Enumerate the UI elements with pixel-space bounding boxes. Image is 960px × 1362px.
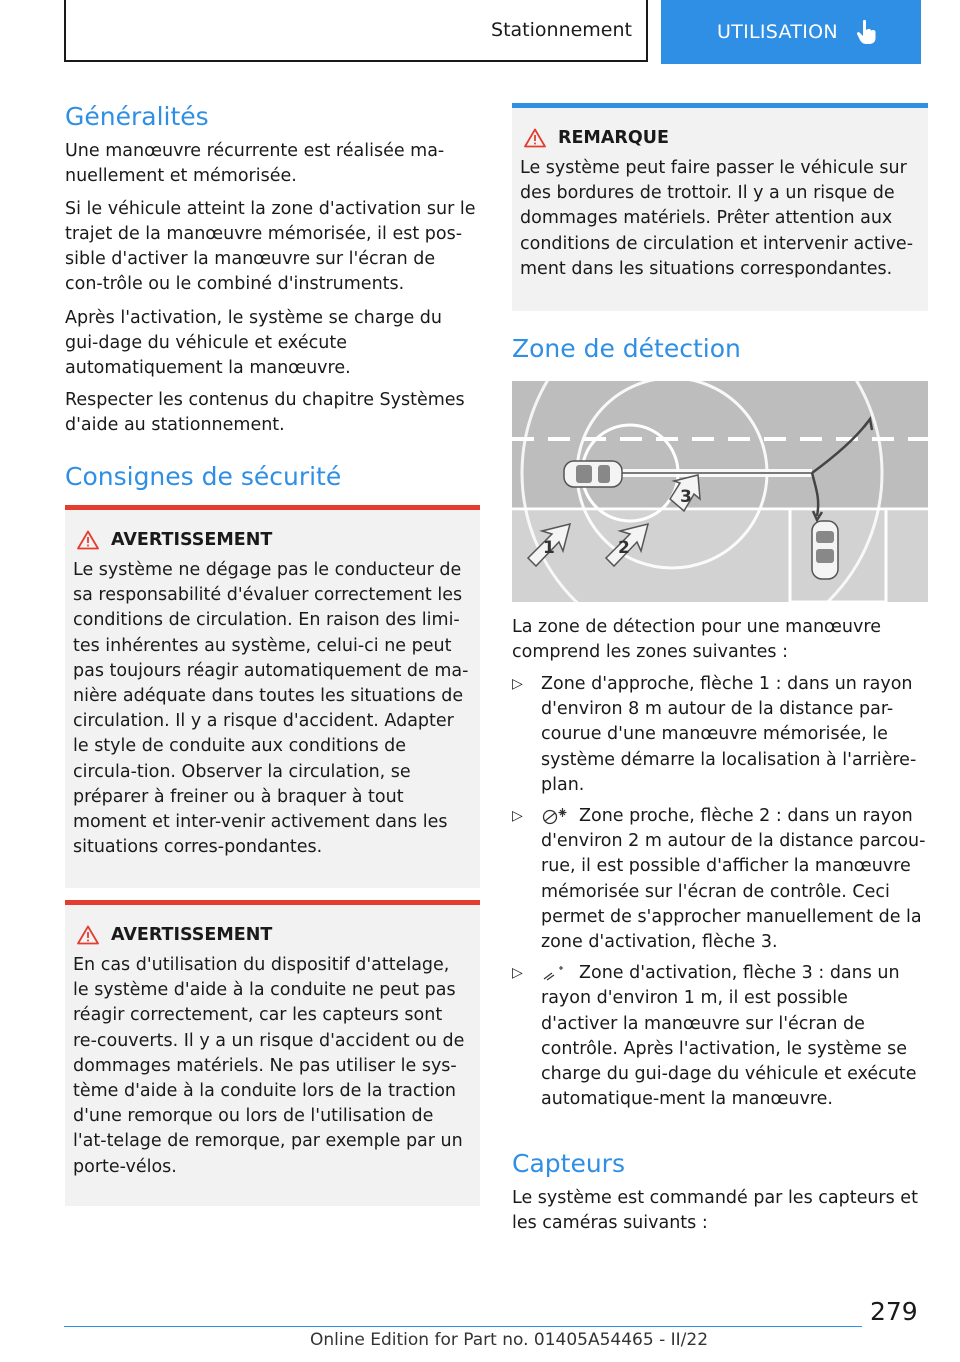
zone-intro: La zone de détection pour une manœuvre comprend les zones suivantes : (512, 617, 881, 662)
warning-triangle-icon (77, 925, 99, 945)
safety-heading: Consignes de sécurité (65, 462, 342, 491)
zone-heading: Zone de détection (512, 334, 741, 363)
footer-rule (64, 1326, 862, 1327)
zone-item-3-text: Zone d'activation, flèche 3 : dans un rayon d'environ 1 m, il est possible d'activer la manœuvre sur l'écran de contrôle. Après l'activation, le système se charge du gui-dage du véhicule et exécute automatique-ment la manœuvre. (541, 963, 917, 1110)
arrow-2-label: 2 (618, 538, 630, 558)
generalites-paragraph-4: Respecter les contenus du chapitre Systèmes d'aide au stationnement. (65, 390, 465, 435)
warning-box-2-title (73, 925, 470, 945)
generalites-paragraph-1: Une manœuvre récurrente est réalisée ma-nuellement et mémorisée. (65, 141, 445, 186)
warning-triangle-icon (77, 530, 99, 550)
car-parked-graphic (812, 521, 838, 579)
zone-item-1-text: Zone d'approche, flèche 1 : dans un rayon d'environ 8 m autour de la distance par-courue d'une manœuvre mémorisée, le système démarre la localisation à l'arrière-plan. (541, 674, 917, 795)
list-item (512, 672, 928, 798)
warning-box-2 (65, 900, 480, 1206)
detection-zone-illustration (512, 381, 928, 602)
triangle-bullet-icon: ▷ (512, 808, 523, 825)
generalites-paragraph-2: Si le véhicule atteint la zone d'activation sur le trajet de la manœuvre mémorisée, il est pos-sible d'activer la manœuvre sur l'écran de con-trôle ou le combiné d'instruments. (65, 199, 476, 294)
warning-box-1 (65, 505, 480, 888)
hand-pointer-icon (856, 19, 878, 45)
car-driving-graphic (564, 461, 622, 487)
header-chapter-title: UTILISATION (717, 21, 838, 43)
header-section (64, 0, 648, 62)
capteurs-heading: Capteurs (512, 1149, 625, 1178)
generalites-paragraph-3: Après l'activation, le système se charge du gui-dage du véhicule et exécute automatiquement la manœuvre. (65, 308, 443, 378)
warning-box-1-text: Le système ne dégage pas le conducteur de sa responsabilité d'évaluer correctement les conditions de circulation. En raison des limi-tes inhérentes au système, celui-ci ne peut pas toujours réagir automatiquement de ma-nière adéquate dans toutes les situations de circulation. Il y a risque d'accident. Adapter le style de conduite aux conditions de circula-tion. Observer la circulation, se préparer à freiner ou à braquer à tout moment et inter-venir activement dans les situations corres-pondantes. (73, 560, 469, 858)
header-section-title: Stationnement (491, 19, 632, 41)
list-item (512, 961, 928, 1112)
warning-box-1-title (73, 530, 470, 550)
triangle-bullet-icon: ▷ (512, 676, 523, 692)
footer-edition: Online Edition for Part no. 01405A54465 - II/22 (310, 1330, 709, 1350)
arrow-3-label: 3 (680, 487, 692, 507)
remark-box-label: REMARQUE (558, 128, 669, 148)
page-number: 279 (870, 1297, 918, 1326)
arrow-1-label: 1 (543, 538, 555, 558)
activation-zone-icon (541, 964, 569, 982)
parking-assist-icon (541, 807, 569, 825)
header-chapter-tab (661, 0, 921, 64)
zone-list (512, 672, 928, 1118)
remark-box-text: Le système peut faire passer le véhicule sur des bordures de trottoir. Il y a un risque de dommages matériels. Prêter attention aux conditions de circulation et intervenir active-ment dans les situations correspondantes. (520, 158, 914, 279)
generalites-heading: Généralités (65, 102, 209, 131)
triangle-bullet-icon: ▷ (512, 965, 523, 982)
remark-box-title (520, 128, 918, 148)
capteurs-text: Le système est commandé par les capteurs et les caméras suivants : (512, 1188, 918, 1233)
warning-box-2-text: En cas d'utilisation du dispositif d'attelage, le système d'aide à la conduite ne peut pas réagir correctement, car les capteurs sont re-couverts. Il y a un risque d'accident ou de dommages matériels. Ne pas utiliser le sys-tème d'aide à la conduite lors de la traction d'une remorque ou lors de l'utilisation de l'at-telage de remorque, par exemple par un porte-vélos. (73, 955, 465, 1177)
zone-item-2-text: Zone proche, flèche 2 : dans un rayon d'environ 2 m autour de la distance parcou-rue, il est possible d'afficher la manœuvre mémorisée sur l'écran de contrôle. Ceci permet de s'approcher manuellement de la zone d'activation, flèche 3. (541, 806, 926, 953)
warning-box-1-label: AVERTISSEMENT (111, 530, 273, 550)
warning-box-2-label: AVERTISSEMENT (111, 925, 273, 945)
list-item (512, 804, 928, 955)
remark-box (512, 103, 928, 311)
parking-scene-graphic (512, 381, 928, 602)
warning-triangle-icon (524, 128, 546, 148)
